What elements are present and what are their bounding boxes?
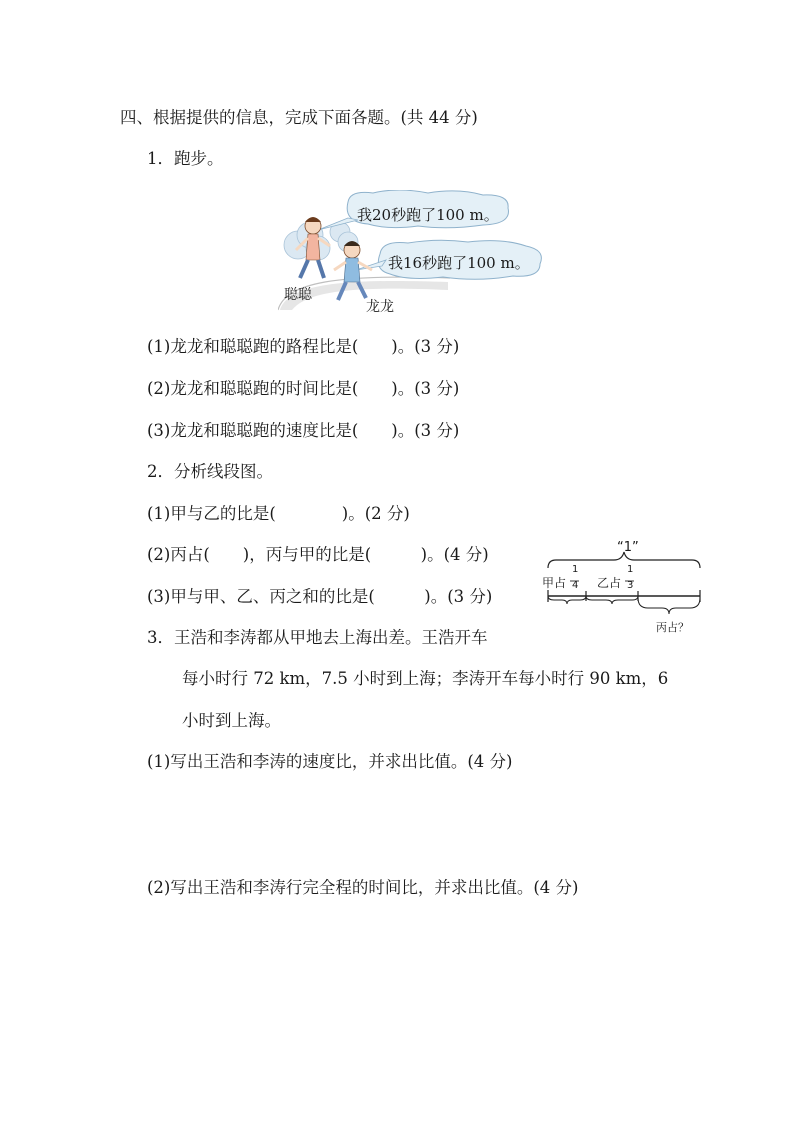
q3-line-1: 3．王浩和李涛都从甲地去上海出差。王浩开车 xyxy=(147,628,488,647)
jia-label: 甲占 xyxy=(542,576,567,590)
q3-line-3: 小时到上海。 xyxy=(182,711,281,730)
label-longlong: 龙龙 xyxy=(366,299,394,315)
q1-title: 1．跑步。 xyxy=(147,149,224,168)
q3-item-2: (2)写出王浩和李涛行完全程的时间比，并求出比值。(4 分) xyxy=(147,878,579,897)
label-congcong: 聪聪 xyxy=(284,287,312,303)
yi-fraction-denominator: 3 xyxy=(627,580,634,591)
q2-title: 2．分析线段图。 xyxy=(147,462,273,481)
q1-item-1: (1)龙龙和聪聪跑的路程比是( )。(3 分) xyxy=(147,337,460,356)
section-heading: 四、根据提供的信息，完成下面各题。(共 44 分) xyxy=(120,108,478,127)
q3-item-1: (1)写出王浩和李涛的速度比，并求出比值。(4 分) xyxy=(147,752,513,771)
bing-label: 丙占？ xyxy=(656,621,689,634)
jia-fraction-numerator: 1 xyxy=(572,564,579,575)
q2-item-3: (3)甲与甲、乙、丙之和的比是( )。(3 分) xyxy=(147,587,493,606)
yi-label: 乙占 xyxy=(597,576,622,590)
whole-label: “1” xyxy=(617,540,639,555)
bubble-2-text: 我16秒跑了100 m。 xyxy=(388,254,530,272)
yi-fraction-numerator: 1 xyxy=(627,564,634,575)
bubble-1-text: 我20秒跑了100 m。 xyxy=(357,206,499,224)
q1-item-3: (3)龙龙和聪聪跑的速度比是( )。(3 分) xyxy=(147,421,460,440)
q3-line-2: 每小时行 72 km，7.5 小时到上海；李涛开车每小时行 90 km，6 xyxy=(182,669,669,688)
bing-brace xyxy=(638,598,669,614)
q1-item-2: (2)龙龙和聪聪跑的时间比是( )。(3 分) xyxy=(147,379,460,398)
q2-item-1: (1)甲与乙的比是( )。(2 分) xyxy=(147,504,410,523)
q2-item-2: (2)丙占( )，丙与甲的比是( )。(4 分) xyxy=(147,545,489,564)
jia-fraction-denominator: 4 xyxy=(572,580,579,591)
